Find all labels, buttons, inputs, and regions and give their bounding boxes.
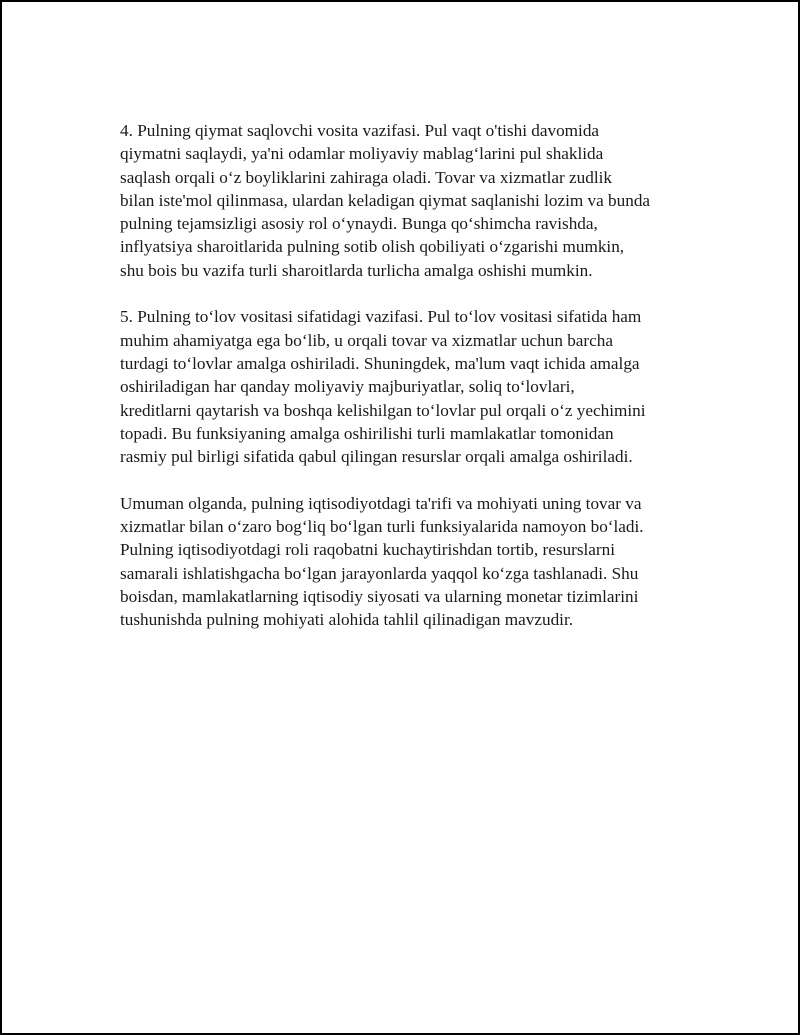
text-line: inflyatsiya sharoitlarida pulning sotib olish qobiliyati o‘zgarishi mumkin,: [120, 237, 625, 257]
paragraph-conclusion: [120, 492, 690, 632]
document-body: [120, 119, 690, 655]
text-line: oshiriladigan har qanday moliyaviy majburiyatlar, soliq to‘lovlari,: [120, 377, 575, 397]
text-line: samarali ishlatishgacha bo‘lgan jarayonlarda yaqqol ko‘zga tashlanadi. Shu: [120, 563, 639, 583]
text-line: saqlash orqali o‘z boyliklarini zahiraga oladi. Tovar va xizmatlar zudlik: [120, 167, 612, 187]
text-line: 5. Pulning to‘lov vositasi sifatidagi vazifasi. Pul to‘lov vositasi sifatida ham: [120, 307, 642, 327]
text-line: topadi. Bu funksiyaning amalga oshirilishi turli mamlakatlar tomonidan: [120, 423, 614, 443]
paragraph-store-of-value: [120, 119, 690, 282]
text-line: qiymatni saqlaydi, ya'ni odamlar moliyaviy mablag‘larini pul shaklida: [120, 144, 604, 164]
text-line: turdagi to‘lovlar amalga oshiriladi. Shuningdek, ma'lum vaqt ichida amalga: [120, 353, 640, 373]
paragraph-means-of-payment: [120, 305, 690, 468]
text-line: 4. Pulning qiymat saqlovchi vosita vazifasi. Pul vaqt o'tishi davomida: [120, 121, 600, 140]
text-line: muhim ahamiyatga ega bo‘lib, u orqali tovar va xizmatlar uchun barcha: [120, 330, 614, 350]
text-line: xizmatlar bilan o‘zaro bog‘liq bo‘lgan turli funksiyalarida namoyon bo‘ladi.: [120, 517, 644, 537]
text-line: bilan iste'mol qilinmasa, ulardan keladigan qiymat saqlanishi lozim va bunda: [120, 190, 651, 210]
text-line: kreditlarni qaytarish va boshqa kelishilgan to‘lovlar pul orqali o‘z yechimini: [120, 400, 646, 420]
text-line: pulning tejamsizligi asosiy rol o‘ynaydi. Bunga qo‘shimcha ravishda,: [120, 214, 598, 234]
text-line: Umuman olganda, pulning iqtisodiyotdagi ta'rifi va mohiyati uning tovar va: [120, 493, 642, 513]
text-line: rasmiy pul birligi sifatida qabul qilingan resurslar orqali amalga oshiriladi.: [120, 447, 633, 467]
text-line: shu bois bu vazifa turli sharoitlarda turlicha amalga oshishi mumkin.: [120, 260, 593, 280]
text-line: boisdan, mamlakatlarning iqtisodiy siyosati va ularning monetar tizimlarini: [120, 586, 639, 606]
text-line: tushunishda pulning mohiyati alohida tahlil qilinadigan mavzudir.: [120, 610, 574, 630]
text-line: Pulning iqtisodiyotdagi roli raqobatni kuchaytirishdan tortib, resurslarni: [120, 540, 616, 560]
